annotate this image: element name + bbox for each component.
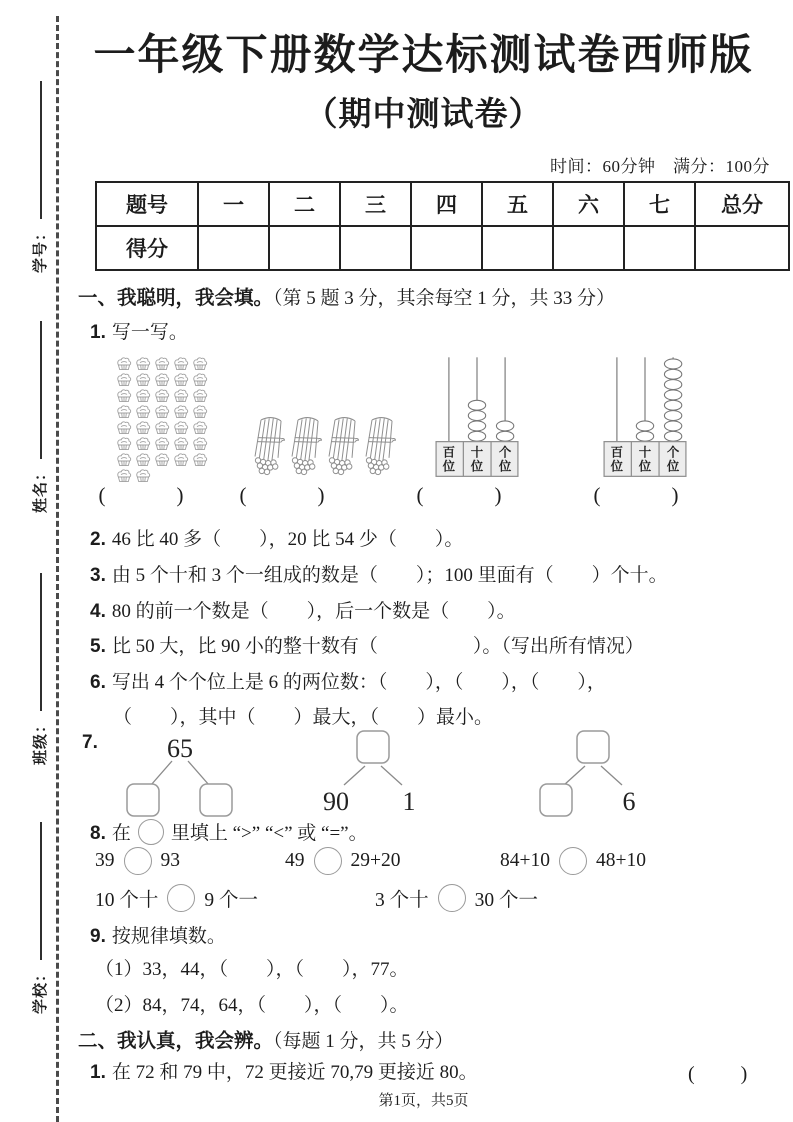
comparison-left-value: 39 bbox=[95, 850, 115, 871]
comparison-item bbox=[95, 884, 258, 912]
svg-text:个: 个 bbox=[666, 445, 680, 460]
answer-blank: ( ) bbox=[98, 483, 186, 507]
svg-text:百: 百 bbox=[610, 445, 624, 460]
svg-text:十: 十 bbox=[470, 445, 484, 460]
section-two-note: （每题 1 分，共 5 分） bbox=[273, 1031, 454, 1052]
question-6-text1: 写出 4 个个位上是 6 的两位数：（ ），（ ），（ ）， bbox=[111, 672, 606, 693]
cupcake-icon bbox=[191, 356, 209, 371]
section-one-heading bbox=[78, 282, 615, 310]
score-cell-2 bbox=[269, 226, 340, 270]
cupcake-icon bbox=[153, 404, 171, 419]
question-2-text: 46 比 40 多（ ），20 比 54 少（ ）。 bbox=[111, 529, 464, 550]
answer-blank: ( ) bbox=[239, 483, 327, 507]
cupcake-icon bbox=[153, 420, 171, 435]
svg-text:十: 十 bbox=[638, 445, 652, 460]
cupcake-icon bbox=[134, 420, 152, 435]
s2-question-1-number: 1. bbox=[90, 1062, 106, 1083]
cupcake-icon bbox=[134, 388, 152, 403]
cut-line-divider bbox=[56, 16, 59, 1122]
abacus-figure-1 bbox=[434, 354, 520, 478]
cupcake-icon bbox=[191, 388, 209, 403]
cupcake-icon bbox=[134, 404, 152, 419]
cupcake-icon bbox=[172, 420, 190, 435]
question-1-number: 1. bbox=[90, 322, 106, 343]
cupcake-icon bbox=[191, 420, 209, 435]
cupcake-icon bbox=[115, 372, 133, 387]
fill-circle-icon bbox=[138, 819, 164, 845]
cupcake-icon bbox=[115, 388, 133, 403]
score-cell-4 bbox=[411, 226, 482, 270]
cupcake-icon bbox=[153, 388, 171, 403]
comparison-item bbox=[375, 884, 538, 912]
cupcake-grid-figure bbox=[115, 356, 211, 483]
question-2 bbox=[90, 524, 463, 551]
question-3-number: 3. bbox=[90, 565, 106, 586]
score-table-col-8: 总分 bbox=[695, 182, 789, 226]
question-5-number: 5. bbox=[90, 636, 106, 657]
comparison-left-value: 49 bbox=[285, 850, 305, 871]
question-2-number: 2. bbox=[90, 529, 106, 550]
cupcake-icon bbox=[115, 356, 133, 371]
cupcake-icon bbox=[191, 372, 209, 387]
school-label: 学校： bbox=[31, 965, 49, 1014]
cupcake-icon bbox=[172, 452, 190, 467]
sidebar-field-class bbox=[26, 565, 52, 765]
score-table-col-7: 七 bbox=[624, 182, 695, 226]
svg-text:位: 位 bbox=[470, 459, 484, 474]
score-cell-1 bbox=[198, 226, 269, 270]
question-9-sub1-text: （1）33，44，（ ），（ ），77。 bbox=[95, 959, 409, 980]
fill-circle-icon bbox=[124, 847, 152, 875]
cupcake-icon bbox=[191, 452, 209, 467]
score-table bbox=[95, 181, 790, 271]
question-1-text: 写一写。 bbox=[111, 322, 188, 343]
cupcake-icon bbox=[153, 452, 171, 467]
comparison-item bbox=[285, 847, 401, 875]
question-9-sub2 bbox=[95, 990, 409, 1017]
comparison-right-value: 9 个一 bbox=[204, 890, 259, 911]
section-two-title: 我认真，我会辨。 bbox=[117, 1030, 274, 1052]
question-5-text: 比 50 大，比 90 小的整十数有（ ）。（写出所有情况） bbox=[111, 636, 644, 657]
cupcake-icon bbox=[172, 372, 190, 387]
svg-text:百: 百 bbox=[442, 445, 456, 460]
comparison-left-value: 84+10 bbox=[500, 850, 550, 871]
comparison-item bbox=[500, 847, 646, 875]
question-9-sub1 bbox=[95, 954, 409, 981]
question-9-text: 按规律填数。 bbox=[111, 926, 226, 947]
sidebar-field-name bbox=[26, 313, 52, 513]
score-table-col-5: 五 bbox=[482, 182, 553, 226]
svg-text:1: 1 bbox=[402, 787, 416, 816]
stick-bundle-icon bbox=[325, 414, 359, 476]
svg-text:65: 65 bbox=[167, 734, 193, 763]
question-6-number: 6. bbox=[90, 672, 106, 693]
score-cell-6 bbox=[553, 226, 624, 270]
score-table-col-3: 三 bbox=[340, 182, 411, 226]
page-subtitle: （期中测试卷） bbox=[304, 97, 543, 133]
question-4 bbox=[90, 596, 516, 623]
score-table-row-label: 得分 bbox=[96, 226, 198, 270]
class-label: 班级： bbox=[31, 716, 49, 765]
answer-blank: ( ) bbox=[416, 483, 504, 507]
cupcake-icon bbox=[115, 420, 133, 435]
svg-text:位: 位 bbox=[442, 459, 456, 474]
stick-bundle-icon bbox=[251, 414, 285, 476]
question-1 bbox=[90, 317, 188, 344]
number-bond-3 bbox=[508, 726, 678, 821]
cupcake-icon bbox=[191, 404, 209, 419]
cupcake-icon bbox=[115, 436, 133, 451]
question-9-number: 9. bbox=[90, 926, 106, 947]
stick-bundles-figure bbox=[251, 414, 396, 476]
fill-circle-icon bbox=[314, 847, 342, 875]
true-false-answer-blank: ( ) bbox=[688, 1063, 750, 1085]
question-6-line1 bbox=[90, 667, 606, 694]
cupcake-icon bbox=[134, 452, 152, 467]
cupcake-icon bbox=[172, 356, 190, 371]
section-one-note: （第 5 题 3 分，其余每空 1 分，共 33 分） bbox=[273, 288, 616, 309]
question-8-number: 8. bbox=[90, 823, 106, 844]
comparison-right-value: 48+10 bbox=[596, 850, 646, 871]
svg-text:6: 6 bbox=[622, 787, 636, 816]
question-4-text: 80 的前一个数是（ ），后一个数是（ ）。 bbox=[111, 601, 516, 622]
fill-circle-icon bbox=[559, 847, 587, 875]
sidebar-field-school bbox=[26, 814, 52, 1014]
cupcake-icon bbox=[115, 404, 133, 419]
name-blank-line bbox=[40, 321, 42, 459]
question-8-pre: 在 bbox=[111, 823, 131, 844]
comparison-left-value: 10 个十 bbox=[95, 890, 159, 911]
fill-circle-icon bbox=[438, 884, 466, 912]
cupcake-icon bbox=[134, 356, 152, 371]
score-cell-5 bbox=[482, 226, 553, 270]
question-6-line2 bbox=[113, 702, 493, 729]
cupcake-icon bbox=[172, 436, 190, 451]
score-cell-3 bbox=[340, 226, 411, 270]
answer-blank: ( ) bbox=[593, 483, 681, 507]
question-3-text: 由 5 个十和 3 个一组成的数是（ ）；100 里面有（ ）个十。 bbox=[111, 565, 668, 586]
question-7-number: 7. bbox=[82, 732, 98, 753]
cupcake-icon bbox=[134, 436, 152, 451]
question-9 bbox=[90, 921, 226, 948]
comparison-left-value: 3 个十 bbox=[375, 890, 429, 911]
number-bond-1 bbox=[95, 726, 265, 821]
stick-bundle-icon bbox=[288, 414, 322, 476]
school-blank-line bbox=[40, 822, 42, 960]
question-9-sub2-text: （2）84，74，64，（ ），（ ）。 bbox=[95, 995, 409, 1016]
name-label: 姓名： bbox=[31, 464, 49, 513]
svg-text:90: 90 bbox=[323, 787, 349, 816]
student-id-blank-line bbox=[40, 81, 42, 219]
score-cell-8 bbox=[695, 226, 789, 270]
sidebar-field-student-id bbox=[26, 73, 52, 273]
score-table-corner: 题号 bbox=[96, 182, 198, 226]
cupcake-icon bbox=[134, 372, 152, 387]
svg-text:位: 位 bbox=[610, 459, 624, 474]
abacus-figure-2 bbox=[602, 354, 688, 478]
section-two-heading bbox=[78, 1025, 454, 1053]
comparison-right-value: 29+20 bbox=[350, 850, 401, 871]
question-6-text2: （ ），其中（ ）最大，（ ）最小。 bbox=[113, 707, 494, 728]
section-two-question-1 bbox=[90, 1057, 478, 1084]
score-table-col-1: 一 bbox=[198, 182, 269, 226]
cupcake-icon bbox=[172, 388, 190, 403]
question-8-post: 里填上 “>” “<” 或 “=”。 bbox=[170, 823, 368, 844]
cupcake-icon bbox=[172, 404, 190, 419]
cupcake-icon bbox=[115, 452, 133, 467]
comparison-right-value: 93 bbox=[160, 850, 180, 871]
svg-text:位: 位 bbox=[666, 459, 680, 474]
section-one-title: 我聪明，我会填。 bbox=[117, 287, 274, 309]
svg-text:个: 个 bbox=[498, 445, 512, 460]
question-8 bbox=[90, 818, 368, 845]
cupcake-icon bbox=[153, 372, 171, 387]
score-table-col-4: 四 bbox=[411, 182, 482, 226]
cupcake-icon bbox=[153, 436, 171, 451]
page-title: 一年级下册数学达标测试卷西师版 bbox=[93, 33, 754, 79]
question-5 bbox=[90, 631, 644, 658]
comparison-right-value: 30 个一 bbox=[474, 890, 539, 911]
cupcake-icon bbox=[191, 436, 209, 451]
score-cell-7 bbox=[624, 226, 695, 270]
section-one-number: 一、 bbox=[78, 287, 118, 309]
page-footer: 第1页，共5页 bbox=[378, 1093, 469, 1109]
svg-text:位: 位 bbox=[498, 459, 512, 474]
question-4-number: 4. bbox=[90, 601, 106, 622]
score-table-col-2: 二 bbox=[269, 182, 340, 226]
question-3 bbox=[90, 560, 668, 587]
section-two-number: 二、 bbox=[78, 1030, 118, 1052]
cupcake-icon bbox=[153, 356, 171, 371]
comparison-item bbox=[95, 847, 180, 875]
number-bond-2 bbox=[288, 726, 458, 821]
stick-bundle-icon bbox=[362, 414, 396, 476]
fill-circle-icon bbox=[167, 884, 195, 912]
class-blank-line bbox=[40, 573, 42, 711]
score-table-col-6: 六 bbox=[553, 182, 624, 226]
s2-question-1-text: 在 72 和 79 中，72 更接近 70,79 更接近 80。 bbox=[111, 1062, 478, 1083]
student-id-label: 学号： bbox=[31, 224, 49, 273]
time-score-meta: 时间：60分钟 满分：100分 bbox=[550, 157, 770, 176]
svg-text:位: 位 bbox=[638, 459, 652, 474]
